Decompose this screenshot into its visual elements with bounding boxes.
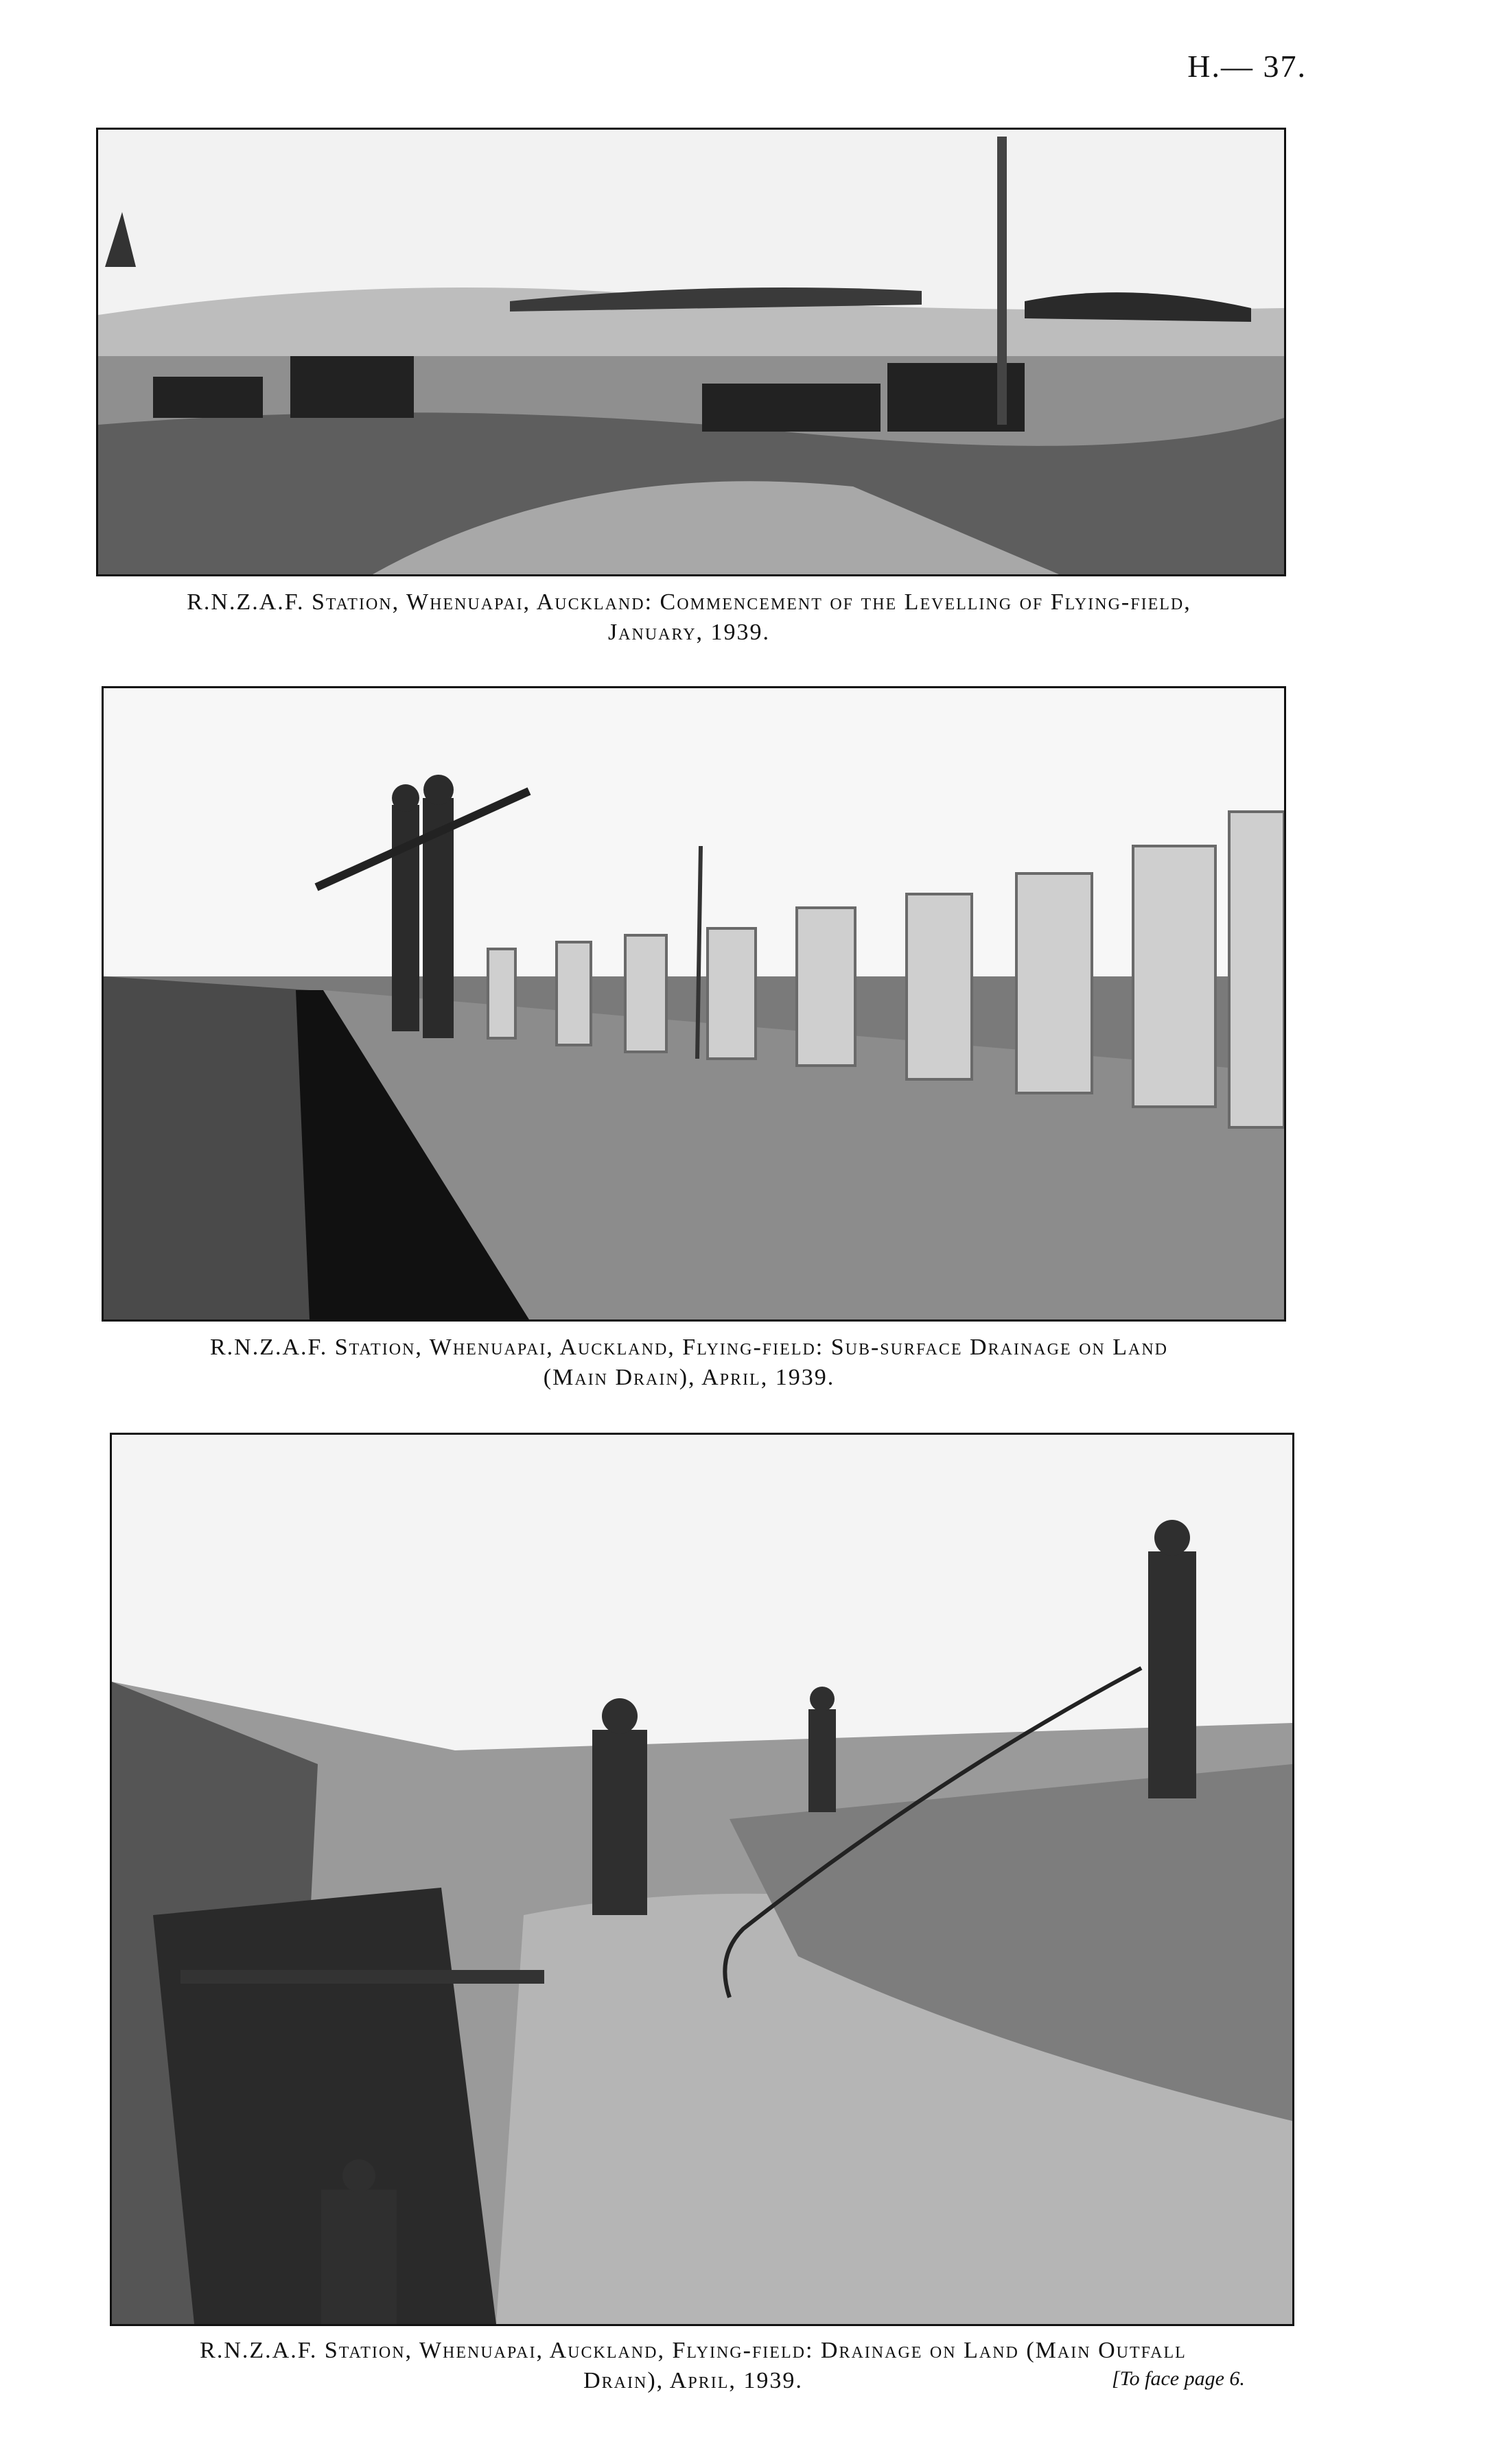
page-reference: H.— 37.: [1187, 49, 1307, 84]
photo-main-outfall-drain: [110, 1433, 1294, 2326]
to-face-page-note: [To face page 6.: [1112, 2367, 1245, 2390]
plate-2-caption-line-2: (Main Drain), April, 1939.: [543, 1365, 835, 1390]
plate-3-caption: [96, 2336, 1290, 2396]
plate-3-caption-line-2: Drain), April, 1939.: [583, 2368, 803, 2393]
plate-2-caption: [96, 1333, 1282, 1393]
plate-1-caption: [96, 587, 1282, 648]
photo-levelling-flying-field: [96, 128, 1286, 576]
plate-3-caption-line-1: R.N.Z.A.F. Station, Whenuapai, Auckland, Flying-field: Drainage on Land (Main Outfall: [200, 2338, 1187, 2363]
plate-2-caption-line-1: R.N.Z.A.F. Station, Whenuapai, Auckland, Flying-field: Sub-surface Drainage on Land: [209, 1335, 1169, 1360]
plate-1-caption-line-1: R.N.Z.A.F. Station, Whenuapai, Auckland: Commencement of the Levelling of Flying-field,: [187, 589, 1191, 615]
plate-1-caption-line-2: January, 1939.: [607, 620, 771, 645]
photo-main-drain: [102, 686, 1286, 1322]
